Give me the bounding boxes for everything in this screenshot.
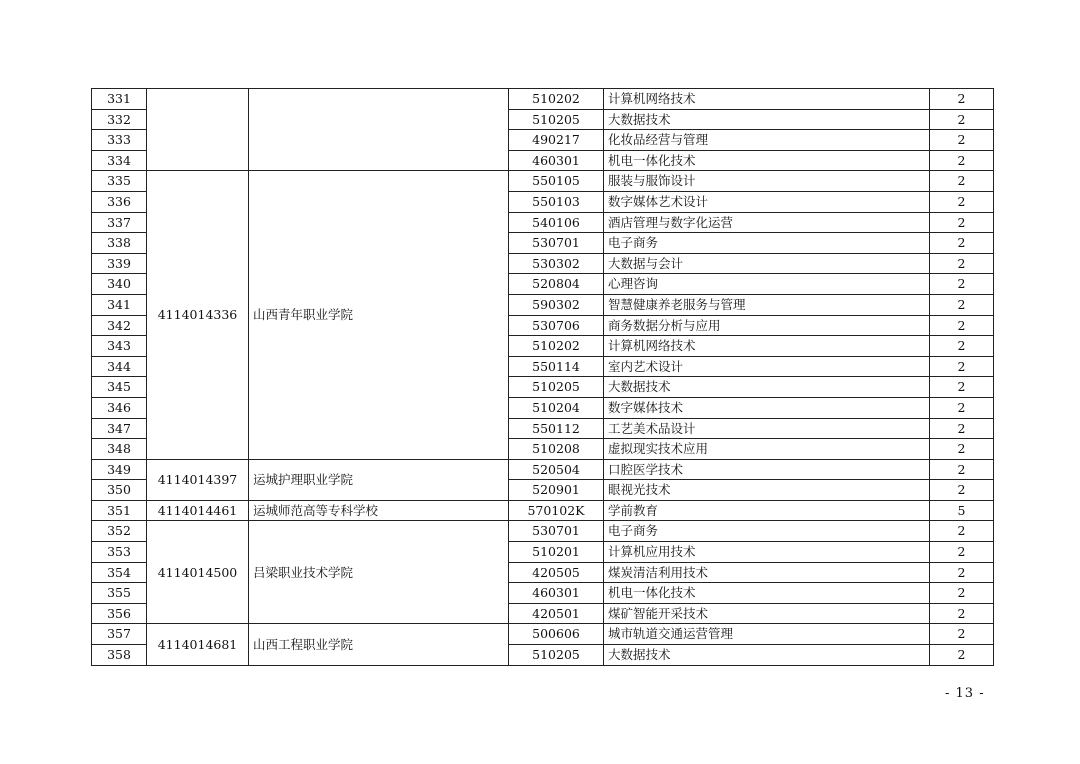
major-name-cell: 煤矿智能开采技术 <box>604 603 930 624</box>
plan-count-cell: 2 <box>930 130 994 151</box>
major-name-cell: 化妆品经营与管理 <box>604 130 930 151</box>
major-name-cell: 机电一体化技术 <box>604 150 930 171</box>
major-code-cell: 460301 <box>509 150 604 171</box>
major-name-cell: 计算机网络技术 <box>604 89 930 110</box>
major-code-cell: 510202 <box>509 336 604 357</box>
table-row <box>92 171 994 192</box>
major-code-cell: 460301 <box>509 583 604 604</box>
school-code-cell: 4114014681 <box>147 624 249 665</box>
major-name-cell: 口腔医学技术 <box>604 459 930 480</box>
seq-cell: 343 <box>92 336 147 357</box>
plan-count-cell: 2 <box>930 397 994 418</box>
plan-count-cell: 2 <box>930 294 994 315</box>
school-name-cell: 山西工程职业学院 <box>249 624 509 665</box>
major-name-cell: 数字媒体技术 <box>604 397 930 418</box>
plan-count-cell: 2 <box>930 562 994 583</box>
seq-cell: 333 <box>92 130 147 151</box>
major-name-cell: 学前教育 <box>604 500 930 521</box>
major-name-cell: 智慧健康养老服务与管理 <box>604 294 930 315</box>
seq-cell: 355 <box>92 583 147 604</box>
major-code-cell: 530701 <box>509 233 604 254</box>
plan-count-cell: 2 <box>930 356 994 377</box>
plan-count-cell: 2 <box>930 542 994 563</box>
plan-count-cell: 2 <box>930 480 994 501</box>
plan-count-cell: 2 <box>930 418 994 439</box>
school-name-cell <box>249 89 509 171</box>
seq-cell: 331 <box>92 89 147 110</box>
seq-cell: 342 <box>92 315 147 336</box>
plan-count-cell: 2 <box>930 253 994 274</box>
major-code-cell: 420505 <box>509 562 604 583</box>
major-name-cell: 酒店管理与数字化运营 <box>604 212 930 233</box>
major-name-cell: 大数据技术 <box>604 109 930 130</box>
plan-count-cell: 2 <box>930 377 994 398</box>
major-code-cell: 520504 <box>509 459 604 480</box>
seq-cell: 351 <box>92 500 147 521</box>
major-code-cell: 530302 <box>509 253 604 274</box>
seq-cell: 350 <box>92 480 147 501</box>
plan-count-cell: 2 <box>930 171 994 192</box>
school-name-cell: 运城师范高等专科学校 <box>249 500 509 521</box>
major-name-cell: 煤炭清洁利用技术 <box>604 562 930 583</box>
major-name-cell: 心理咨询 <box>604 274 930 295</box>
school-name-cell: 吕梁职业技术学院 <box>249 521 509 624</box>
major-code-cell: 520901 <box>509 480 604 501</box>
major-name-cell: 大数据技术 <box>604 377 930 398</box>
plan-count-cell: 5 <box>930 500 994 521</box>
seq-cell: 335 <box>92 171 147 192</box>
major-name-cell: 城市轨道交通运营管理 <box>604 624 930 645</box>
plan-count-cell: 2 <box>930 439 994 460</box>
major-code-cell: 570102K <box>509 500 604 521</box>
major-code-cell: 510201 <box>509 542 604 563</box>
seq-cell: 345 <box>92 377 147 398</box>
major-code-cell: 510208 <box>509 439 604 460</box>
major-name-cell: 计算机网络技术 <box>604 336 930 357</box>
seq-cell: 347 <box>92 418 147 439</box>
seq-cell: 332 <box>92 109 147 130</box>
table-row <box>92 89 994 110</box>
major-name-cell: 室内艺术设计 <box>604 356 930 377</box>
major-name-cell: 计算机应用技术 <box>604 542 930 563</box>
page-number: - 13 - <box>945 686 985 701</box>
major-code-cell: 500606 <box>509 624 604 645</box>
table-body <box>92 89 994 666</box>
school-name-cell: 运城护理职业学院 <box>249 459 509 500</box>
major-code-cell: 590302 <box>509 294 604 315</box>
major-name-cell: 大数据与会计 <box>604 253 930 274</box>
plan-count-cell: 2 <box>930 336 994 357</box>
major-code-cell: 550105 <box>509 171 604 192</box>
major-code-cell: 550103 <box>509 191 604 212</box>
major-name-cell: 眼视光技术 <box>604 480 930 501</box>
major-name-cell: 虚拟现实技术应用 <box>604 439 930 460</box>
seq-cell: 353 <box>92 542 147 563</box>
seq-cell: 336 <box>92 191 147 212</box>
major-name-cell: 商务数据分析与应用 <box>604 315 930 336</box>
major-name-cell: 大数据技术 <box>604 645 930 666</box>
school-name-cell: 山西青年职业学院 <box>249 171 509 459</box>
plan-count-cell: 2 <box>930 233 994 254</box>
seq-cell: 346 <box>92 397 147 418</box>
major-name-cell: 电子商务 <box>604 521 930 542</box>
seq-cell: 337 <box>92 212 147 233</box>
plan-count-cell: 2 <box>930 603 994 624</box>
table-row <box>92 624 994 645</box>
seq-cell: 349 <box>92 459 147 480</box>
plan-count-cell: 2 <box>930 109 994 130</box>
major-code-cell: 530701 <box>509 521 604 542</box>
plan-count-cell: 2 <box>930 315 994 336</box>
school-code-cell <box>147 89 249 171</box>
plan-count-cell: 2 <box>930 583 994 604</box>
table-row <box>92 521 994 542</box>
seq-cell: 338 <box>92 233 147 254</box>
plan-count-cell: 2 <box>930 459 994 480</box>
school-code-cell: 4114014500 <box>147 521 249 624</box>
plan-count-cell: 2 <box>930 624 994 645</box>
plan-count-cell: 2 <box>930 89 994 110</box>
plan-count-cell: 2 <box>930 212 994 233</box>
seq-cell: 344 <box>92 356 147 377</box>
major-code-cell: 550114 <box>509 356 604 377</box>
school-code-cell: 4114014461 <box>147 500 249 521</box>
major-code-cell: 550112 <box>509 418 604 439</box>
major-code-cell: 510205 <box>509 645 604 666</box>
seq-cell: 348 <box>92 439 147 460</box>
seq-cell: 334 <box>92 150 147 171</box>
major-code-cell: 510202 <box>509 89 604 110</box>
seq-cell: 354 <box>92 562 147 583</box>
major-name-cell: 工艺美术品设计 <box>604 418 930 439</box>
seq-cell: 357 <box>92 624 147 645</box>
admission-plan-table <box>91 88 994 666</box>
plan-count-cell: 2 <box>930 191 994 212</box>
major-code-cell: 490217 <box>509 130 604 151</box>
school-code-cell: 4114014397 <box>147 459 249 500</box>
seq-cell: 341 <box>92 294 147 315</box>
plan-count-cell: 2 <box>930 274 994 295</box>
table-row <box>92 500 994 521</box>
major-name-cell: 数字媒体艺术设计 <box>604 191 930 212</box>
school-code-cell: 4114014336 <box>147 171 249 459</box>
major-name-cell: 电子商务 <box>604 233 930 254</box>
seq-cell: 339 <box>92 253 147 274</box>
major-code-cell: 510204 <box>509 397 604 418</box>
major-code-cell: 510205 <box>509 377 604 398</box>
plan-count-cell: 2 <box>930 150 994 171</box>
table-row <box>92 459 994 480</box>
major-code-cell: 530706 <box>509 315 604 336</box>
major-code-cell: 420501 <box>509 603 604 624</box>
major-code-cell: 520804 <box>509 274 604 295</box>
seq-cell: 340 <box>92 274 147 295</box>
plan-count-cell: 2 <box>930 645 994 666</box>
major-code-cell: 510205 <box>509 109 604 130</box>
plan-count-cell: 2 <box>930 521 994 542</box>
major-name-cell: 服装与服饰设计 <box>604 171 930 192</box>
seq-cell: 352 <box>92 521 147 542</box>
seq-cell: 358 <box>92 645 147 666</box>
major-code-cell: 540106 <box>509 212 604 233</box>
major-name-cell: 机电一体化技术 <box>604 583 930 604</box>
seq-cell: 356 <box>92 603 147 624</box>
